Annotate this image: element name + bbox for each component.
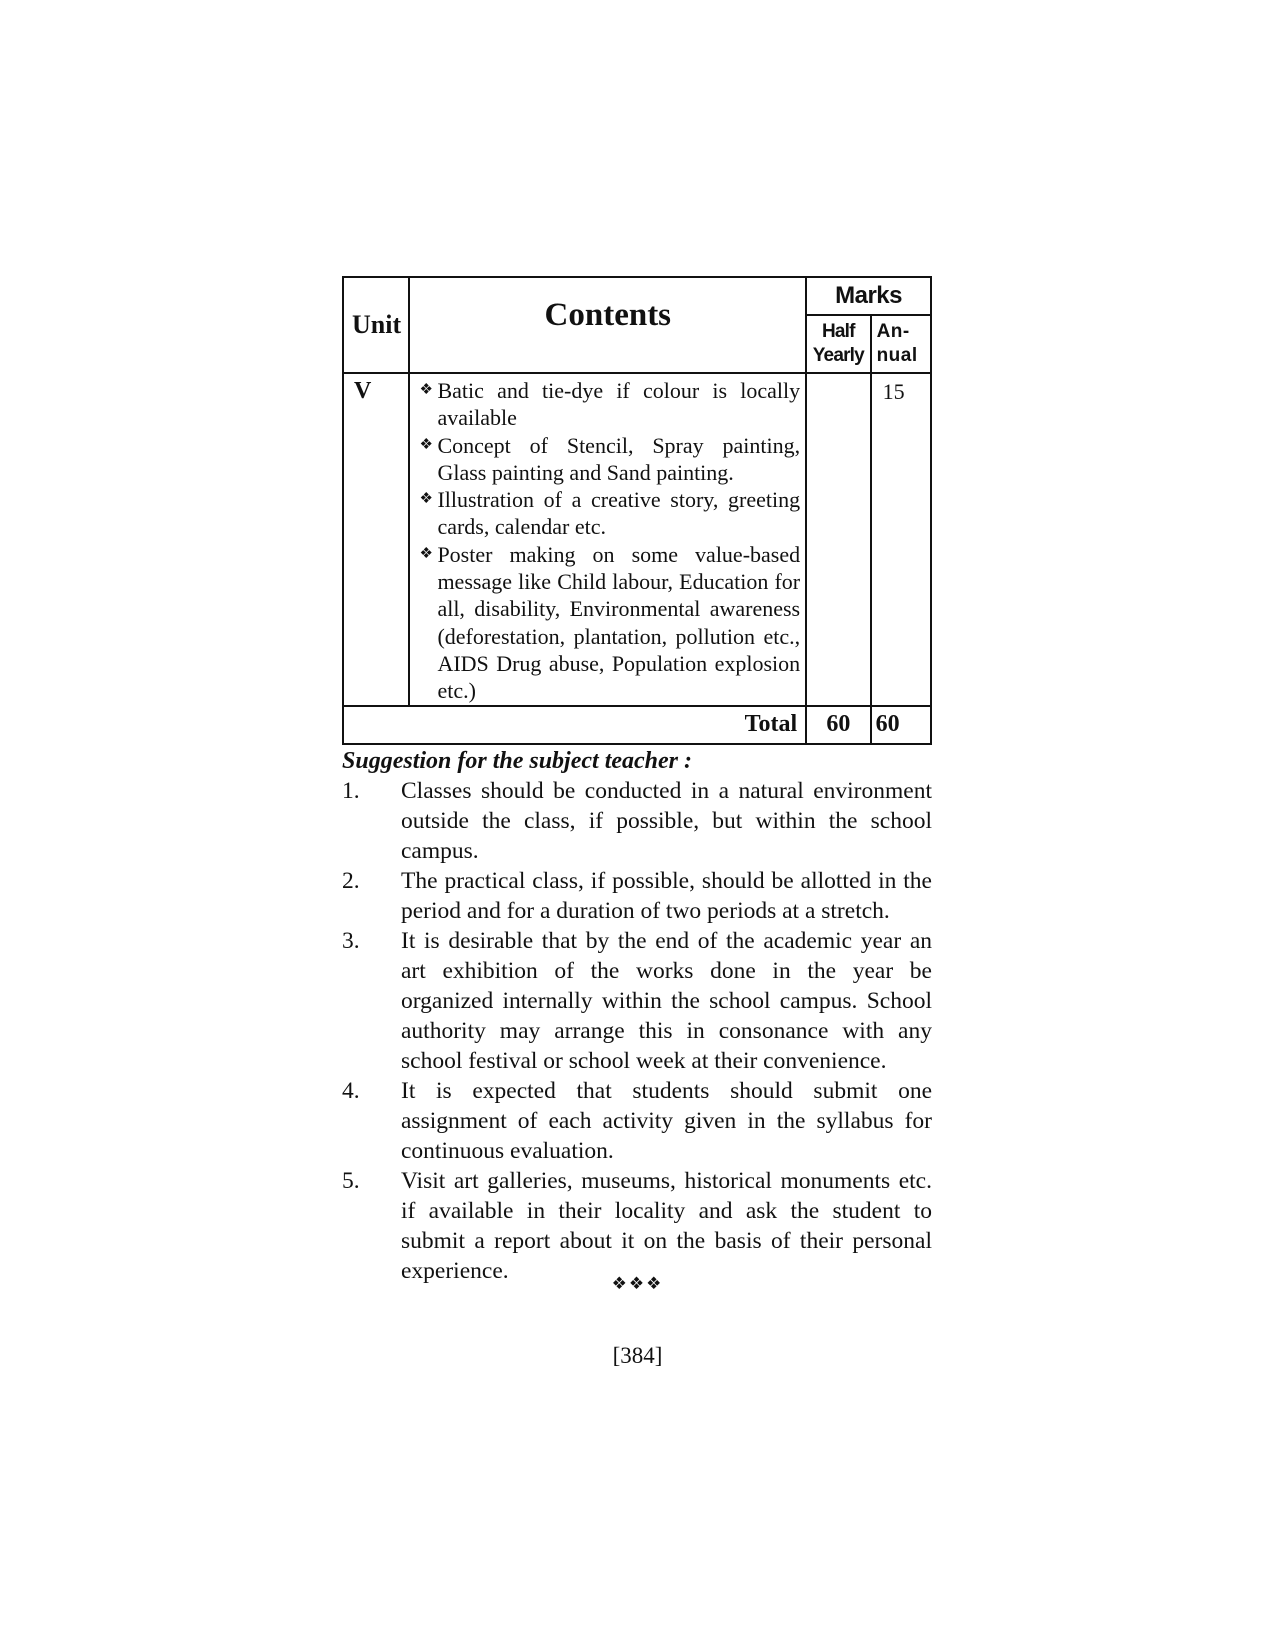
suggestion-number: 2. — [342, 868, 360, 894]
page-number: [384] — [612, 1343, 663, 1368]
suggestion-text: Visit art galleries, museums, historical monuments etc. if available in their locality and ask the student to submit a report about it on the basis of their personal experience. — [401, 1168, 932, 1284]
suggestion-item — [342, 1076, 932, 1166]
diamond-bullet-icon: ❖ — [419, 545, 433, 562]
header-half-yearly — [806, 315, 870, 373]
suggestion-number: 3. — [342, 928, 360, 954]
header-unit: Unit — [343, 277, 409, 373]
header-half-yearly-line2: Yearly — [812, 345, 864, 366]
total-half-yearly: 60 — [806, 706, 870, 744]
content-item-text: Batic and tie-dye if colour is locally available — [437, 378, 801, 431]
suggestion-item — [342, 926, 932, 1076]
annual-cell: 15 — [871, 373, 931, 706]
header-half-yearly-line1: Half — [821, 321, 855, 342]
unit-cell: V — [343, 373, 409, 706]
suggestion-number: 4. — [342, 1078, 360, 1104]
header-annual — [871, 315, 931, 373]
content-item-text: Concept of Stencil, Spray painting, Glass painting and Sand painting. — [437, 432, 801, 485]
total-row — [343, 706, 931, 744]
suggestion-item — [342, 776, 932, 866]
marks-table — [342, 276, 932, 745]
suggestion-number: 5. — [342, 1168, 360, 1194]
suggestions-title: Suggestion for the subject teacher : — [342, 748, 693, 774]
total-annual: 60 — [871, 706, 931, 744]
header-annual-line1: An- — [876, 321, 910, 342]
content-item-text: Illustration of a creative story, greeting cards, calendar etc. — [437, 487, 801, 540]
suggestion-text: It is expected that students should submit one assignment of each activity given in the syllabus for continuous evaluation. — [401, 1078, 932, 1164]
content-item — [419, 377, 800, 432]
suggestion-text: The practical class, if possible, should be allotted in the period and for a duration of two periods at a stretch. — [401, 868, 932, 924]
suggestions-list — [342, 776, 932, 1286]
content-item-text: Poster making on some value-based message like Child labour, Education for all, disability, Environmental awareness (deforestation, plantation, pollution etc., AIDS Drug abuse, Population explosion etc.) — [437, 541, 801, 704]
suggestion-item — [342, 1166, 932, 1286]
content-item — [419, 486, 800, 541]
contents-cell — [409, 373, 806, 706]
header-marks: Marks — [806, 277, 931, 315]
diamond-bullet-icon: ❖ — [419, 382, 433, 398]
half-yearly-cell — [806, 373, 870, 706]
suggestion-text: It is desirable that by the end of the academic year an art exhibition of the works done in the year be organized internally within the school campus. School authority may arrange this in consonance with any school festival or school week at their convenience. — [401, 928, 932, 1074]
diamond-bullet-icon: ❖ — [419, 491, 433, 508]
suggestion-number: 1. — [342, 778, 360, 804]
diamond-bullet-icon: ❖ — [419, 436, 433, 453]
content-item — [419, 541, 800, 705]
header-contents: Contents — [409, 277, 806, 373]
unit-row — [343, 373, 931, 706]
suggestion-text: Classes should be conducted in a natural environment outside the class, if possible, but within the school campus. — [401, 778, 932, 864]
header-annual-line2: nual — [876, 345, 918, 366]
content-item — [419, 432, 800, 487]
ornament-divider-icon: ❖❖❖ — [611, 1274, 664, 1293]
suggestion-item — [342, 866, 932, 926]
total-label: Total — [343, 706, 806, 744]
